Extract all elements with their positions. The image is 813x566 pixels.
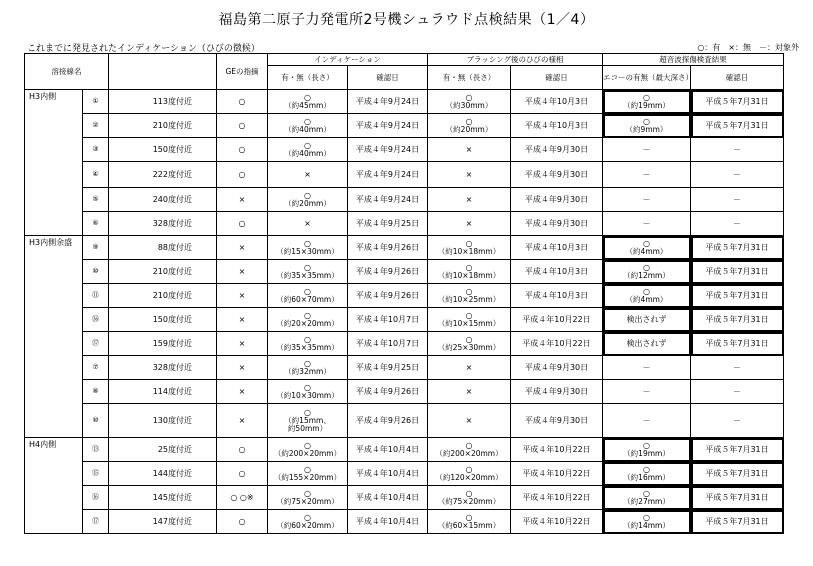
ultrasonic-result-line: ○ bbox=[643, 440, 650, 450]
indication-date: 平成４年10月7日 bbox=[348, 308, 428, 332]
weld-location: 210度付近 bbox=[109, 260, 217, 284]
ultrasonic-date: 平成５年7月31日 bbox=[691, 284, 784, 308]
weld-location: 210度付近 bbox=[109, 114, 217, 138]
table-row bbox=[25, 260, 784, 284]
indication-date: 平成４年9月24日 bbox=[348, 188, 428, 212]
section-name: H4内側 bbox=[25, 438, 83, 534]
brushing-result bbox=[428, 284, 511, 308]
indication-result bbox=[268, 510, 348, 534]
ultrasonic-result-line: ○ bbox=[643, 262, 650, 272]
brushing-result bbox=[428, 380, 511, 404]
brushing-result-line: （約60×15mm） bbox=[437, 520, 501, 530]
ultrasonic-result-line: 検出されず bbox=[626, 338, 667, 348]
weld-location: 150度付近 bbox=[109, 308, 217, 332]
ultrasonic-date: － bbox=[691, 404, 784, 438]
ultrasonic-result-line: ○ bbox=[643, 488, 650, 498]
ultrasonic-result-line: － bbox=[642, 386, 651, 396]
indication-date: 平成４年9月24日 bbox=[348, 162, 428, 188]
ultrasonic-result bbox=[603, 236, 691, 260]
table-row bbox=[25, 308, 784, 332]
brushing-result bbox=[428, 486, 511, 510]
weld-location: 159度付近 bbox=[109, 332, 217, 356]
indication-result-line: （約40mm） bbox=[284, 124, 331, 134]
indication-result bbox=[268, 114, 348, 138]
ultrasonic-result bbox=[603, 284, 691, 308]
section-name: H3内側余盛 bbox=[25, 236, 83, 438]
brushing-result-line: × bbox=[465, 415, 473, 425]
brushing-result-line: × bbox=[465, 218, 473, 228]
indication-result bbox=[268, 260, 348, 284]
ge-finding: ○ bbox=[217, 114, 268, 138]
ultrasonic-result bbox=[603, 510, 691, 534]
ultrasonic-result-line: － bbox=[642, 415, 651, 425]
table-row bbox=[25, 486, 784, 510]
brushing-result-line: ○ bbox=[465, 512, 473, 522]
brushing-result-line: ○ bbox=[465, 334, 473, 344]
ge-finding: ○ bbox=[217, 438, 268, 462]
brushing-result-line: × bbox=[465, 169, 473, 179]
ultrasonic-result bbox=[603, 138, 691, 162]
ge-finding: × bbox=[217, 380, 268, 404]
brushing-result-line: ○ bbox=[465, 116, 473, 126]
ultrasonic-result-line: － bbox=[642, 218, 651, 228]
header-ind-date: 確認日 bbox=[348, 66, 428, 90]
brushing-result-line: ○ bbox=[465, 238, 473, 248]
indication-result-line: ○ bbox=[304, 262, 311, 272]
ultrasonic-result bbox=[603, 356, 691, 380]
brushing-date: 平成４年10月3日 bbox=[511, 90, 603, 114]
brushing-date: 平成４年10月22日 bbox=[511, 308, 603, 332]
indication-date: 平成４年10月4日 bbox=[348, 510, 428, 534]
brushing-result bbox=[428, 308, 511, 332]
ultrasonic-result-line: ○ bbox=[643, 286, 650, 296]
ultrasonic-result-line: － bbox=[642, 169, 651, 179]
indication-result-line: ○ bbox=[304, 238, 311, 248]
indication-result-line: （約32mm） bbox=[284, 366, 331, 376]
indication-date: 平成４年9月24日 bbox=[348, 114, 428, 138]
brushing-result-line: （約30mm） bbox=[445, 100, 493, 110]
inspection-results-table bbox=[24, 53, 784, 534]
indication-result-line: ○ bbox=[304, 440, 311, 450]
table-row bbox=[25, 356, 784, 380]
ultrasonic-result-line: ○ bbox=[643, 512, 650, 522]
weld-number: ⑬ bbox=[83, 438, 109, 462]
brushing-result-line: （約20mm） bbox=[445, 124, 493, 134]
brushing-date: 平成４年10月3日 bbox=[511, 114, 603, 138]
header-ind-presence: 有・無（長さ） bbox=[268, 66, 348, 90]
weld-location: 113度付近 bbox=[109, 90, 217, 114]
weld-number: ⑮ bbox=[83, 462, 109, 486]
brushing-result-line: （約10×18mm） bbox=[437, 246, 501, 256]
brushing-result bbox=[428, 114, 511, 138]
ultrasonic-result bbox=[603, 380, 691, 404]
brushing-date: 平成４年9月30日 bbox=[511, 380, 603, 404]
indication-result bbox=[268, 332, 348, 356]
weld-number: ⑧ bbox=[83, 380, 109, 404]
header-br-presence: 有・無（長さ） bbox=[428, 66, 511, 90]
weld-number: ④ bbox=[83, 162, 109, 188]
brushing-result-line: × bbox=[465, 386, 473, 396]
brushing-result bbox=[428, 462, 511, 486]
indication-result-line: （約15×30mm） bbox=[276, 246, 339, 256]
weld-location: 222度付近 bbox=[109, 162, 217, 188]
ge-finding: ○ bbox=[217, 90, 268, 114]
brushing-result bbox=[428, 138, 511, 162]
brushing-result bbox=[428, 188, 511, 212]
ultrasonic-result bbox=[603, 114, 691, 138]
indication-date: 平成４年9月26日 bbox=[348, 284, 428, 308]
brushing-result bbox=[428, 162, 511, 188]
brushing-result bbox=[428, 510, 511, 534]
ultrasonic-date: － bbox=[691, 138, 784, 162]
table-row bbox=[25, 380, 784, 404]
indication-result-line: （約20×20mm） bbox=[276, 318, 339, 328]
weld-number: ① bbox=[83, 90, 109, 114]
indication-result-line: ○ bbox=[304, 286, 311, 296]
ultrasonic-date: 平成５年7月31日 bbox=[691, 510, 784, 534]
brushing-date: 平成４年10月22日 bbox=[511, 510, 603, 534]
header-ge: GEの指摘 bbox=[217, 54, 268, 90]
brushing-date: 平成４年10月3日 bbox=[511, 284, 603, 308]
ge-finding: × bbox=[217, 284, 268, 308]
indication-result-line: ○ bbox=[304, 116, 311, 126]
weld-number: ㊱ bbox=[83, 308, 109, 332]
ultrasonic-result-line: （約14mm） bbox=[623, 520, 670, 530]
indication-result-line: （約20mm） bbox=[284, 198, 331, 208]
table-row bbox=[25, 462, 784, 486]
table-row bbox=[25, 138, 784, 162]
brushing-result-line: ○ bbox=[465, 310, 473, 320]
brushing-result-line: ○ bbox=[465, 92, 473, 102]
header-location: 溶接線名 bbox=[25, 54, 109, 90]
brushing-result bbox=[428, 260, 511, 284]
ultrasonic-result bbox=[603, 462, 691, 486]
ultrasonic-date: 平成５年7月31日 bbox=[691, 260, 784, 284]
weld-number: ⑤ bbox=[83, 188, 109, 212]
brushing-date: 平成４年9月30日 bbox=[511, 138, 603, 162]
indication-result bbox=[268, 356, 348, 380]
weld-location: 328度付近 bbox=[109, 356, 217, 380]
brushing-result-line: ○ bbox=[465, 262, 473, 272]
weld-number: ③ bbox=[83, 138, 109, 162]
indication-result-line: （約200×20mm） bbox=[273, 448, 342, 458]
brushing-result bbox=[428, 356, 511, 380]
brushing-date: 平成４年10月22日 bbox=[511, 438, 603, 462]
indication-result-line: ○ bbox=[304, 382, 311, 392]
ultrasonic-result bbox=[603, 260, 691, 284]
brushing-date: 平成４年10月22日 bbox=[511, 332, 603, 356]
ultrasonic-result bbox=[603, 162, 691, 188]
indication-result bbox=[268, 138, 348, 162]
table-row bbox=[25, 438, 784, 462]
brushing-date: 平成４年9月30日 bbox=[511, 212, 603, 236]
ultrasonic-result bbox=[603, 486, 691, 510]
ultrasonic-result bbox=[603, 332, 691, 356]
indication-result-line: ○ bbox=[304, 334, 311, 344]
indication-result-line: ○ bbox=[304, 464, 311, 474]
indication-result-line: ○ bbox=[304, 140, 311, 150]
brushing-result bbox=[428, 438, 511, 462]
brushing-result-line: （約25×30mm） bbox=[437, 342, 501, 352]
ge-finding: ○ ○※ bbox=[217, 486, 268, 510]
ultrasonic-result-line: ○ bbox=[643, 116, 650, 126]
ultrasonic-result-line: 検出されず bbox=[626, 314, 667, 324]
ge-finding: ○ bbox=[217, 162, 268, 188]
brushing-date: 平成４年9月30日 bbox=[511, 404, 603, 438]
brushing-result-line: （約200×20mm） bbox=[435, 448, 503, 458]
ultrasonic-result bbox=[603, 90, 691, 114]
header-echo: エコーの有無（最大深さ） bbox=[603, 66, 691, 90]
ultrasonic-date: － bbox=[691, 212, 784, 236]
brushing-result-line: （約75×20mm） bbox=[437, 496, 501, 506]
indication-result bbox=[268, 162, 348, 188]
ultrasonic-date: 平成５年7月31日 bbox=[691, 332, 784, 356]
weld-number: ⑩ bbox=[83, 404, 109, 438]
indication-result-line: ○ bbox=[304, 190, 311, 200]
indication-result-line: （約45mm） bbox=[284, 100, 331, 110]
table-row bbox=[25, 284, 784, 308]
indication-date: 平成４年9月26日 bbox=[348, 380, 428, 404]
indication-result bbox=[268, 188, 348, 212]
brushing-result-line: （約10×15mm） bbox=[437, 318, 501, 328]
indication-result-line: ○ bbox=[304, 358, 311, 368]
brushing-result-line: ○ bbox=[465, 488, 473, 498]
ultrasonic-date: 平成５年7月31日 bbox=[691, 114, 784, 138]
brushing-result bbox=[428, 332, 511, 356]
ultrasonic-result-line: － bbox=[642, 144, 651, 154]
ultrasonic-date: 平成５年7月31日 bbox=[691, 486, 784, 510]
brushing-result-line: ○ bbox=[465, 286, 473, 296]
indication-date: 平成４年9月26日 bbox=[348, 236, 428, 260]
indication-result-line: ○ bbox=[304, 512, 311, 522]
ultrasonic-result bbox=[603, 188, 691, 212]
ultrasonic-result-line: ○ bbox=[643, 238, 650, 248]
ultrasonic-result bbox=[603, 212, 691, 236]
weld-location: 144度付近 bbox=[109, 462, 217, 486]
brushing-result-line: × bbox=[465, 194, 473, 204]
indication-result bbox=[268, 404, 348, 438]
indication-result-line: ○ bbox=[304, 92, 311, 102]
weld-location: 114度付近 bbox=[109, 380, 217, 404]
indication-date: 平成４年9月26日 bbox=[348, 260, 428, 284]
indication-date: 平成４年9月25日 bbox=[348, 212, 428, 236]
weld-location: 210度付近 bbox=[109, 284, 217, 308]
ge-finding: × bbox=[217, 332, 268, 356]
indication-result-line: （約75×20mm） bbox=[276, 496, 339, 506]
table-row bbox=[25, 162, 784, 188]
weld-location: 150度付近 bbox=[109, 138, 217, 162]
ultrasonic-date: 平成５年7月31日 bbox=[691, 90, 784, 114]
header-ultrasonic: 超音波探傷検査結果 bbox=[603, 54, 784, 66]
ultrasonic-result-line: （約19mm） bbox=[623, 448, 670, 458]
brushing-result-line: × bbox=[465, 144, 473, 154]
ultrasonic-date: 平成５年7月31日 bbox=[691, 438, 784, 462]
ultrasonic-date: 平成５年7月31日 bbox=[691, 462, 784, 486]
indication-result-line: ○ bbox=[304, 310, 311, 320]
indication-result-line: ○ bbox=[304, 407, 311, 417]
weld-location: 88度付近 bbox=[109, 236, 217, 260]
brushing-result bbox=[428, 212, 511, 236]
indication-result-line: （約155×20mm） bbox=[273, 472, 342, 482]
table-row bbox=[25, 212, 784, 236]
weld-number: ⑪ bbox=[83, 284, 109, 308]
indication-date: 平成４年10月4日 bbox=[348, 438, 428, 462]
table-row bbox=[25, 90, 784, 114]
table-row bbox=[25, 114, 784, 138]
brushing-result-line: （約10×25mm） bbox=[437, 294, 501, 304]
weld-number: ② bbox=[83, 114, 109, 138]
indication-result-line: （約10×30mm） bbox=[276, 390, 339, 400]
brushing-date: 平成４年9月30日 bbox=[511, 162, 603, 188]
ultrasonic-result-line: （約12mm） bbox=[623, 270, 670, 280]
legend: ○：有 ×：無 －：対象外 bbox=[697, 43, 799, 52]
indication-result bbox=[268, 380, 348, 404]
brushing-date: 平成４年10月22日 bbox=[511, 486, 603, 510]
brushing-date: 平成４年10月3日 bbox=[511, 236, 603, 260]
brushing-result bbox=[428, 236, 511, 260]
ultrasonic-result-line: － bbox=[642, 194, 651, 204]
table-row bbox=[25, 332, 784, 356]
weld-number: ⑨ bbox=[83, 236, 109, 260]
indication-result bbox=[268, 308, 348, 332]
indication-result bbox=[268, 284, 348, 308]
indication-date: 平成４年10月7日 bbox=[348, 332, 428, 356]
ultrasonic-date: － bbox=[691, 188, 784, 212]
ge-finding: × bbox=[217, 308, 268, 332]
ge-finding: × bbox=[217, 236, 268, 260]
ultrasonic-date: 平成５年7月31日 bbox=[691, 308, 784, 332]
indication-date: 平成４年9月24日 bbox=[348, 138, 428, 162]
weld-location: 145度付近 bbox=[109, 486, 217, 510]
weld-location: 240度付近 bbox=[109, 188, 217, 212]
brushing-date: 平成４年9月30日 bbox=[511, 188, 603, 212]
ge-finding: ○ bbox=[217, 138, 268, 162]
brushing-date: 平成４年10月22日 bbox=[511, 462, 603, 486]
indication-result-line: （約60×20mm） bbox=[276, 520, 339, 530]
header-indication: インディケーション bbox=[268, 54, 428, 66]
table-body bbox=[25, 90, 784, 534]
indication-result bbox=[268, 236, 348, 260]
table-row bbox=[25, 510, 784, 534]
indication-result-line: （約40mm） bbox=[284, 148, 331, 158]
ultrasonic-result-line: ○ bbox=[643, 92, 650, 102]
brushing-result-line: （約120×20mm） bbox=[435, 472, 503, 482]
indication-result-line: （約60×70mm） bbox=[276, 294, 339, 304]
weld-number: ⑦ bbox=[83, 356, 109, 380]
weld-location: 147度付近 bbox=[109, 510, 217, 534]
indication-result bbox=[268, 90, 348, 114]
page-title: 福島第二原子力発電所2号機シュラウド点検結果（1／4） bbox=[218, 12, 595, 28]
weld-number: ⑰ bbox=[83, 510, 109, 534]
weld-location: 130度付近 bbox=[109, 404, 217, 438]
ge-finding: ○ bbox=[217, 212, 268, 236]
ultrasonic-result-line: （約9mm） bbox=[625, 124, 668, 134]
weld-number: ㊲ bbox=[83, 332, 109, 356]
ultrasonic-result bbox=[603, 438, 691, 462]
ultrasonic-result-line: （約27mm） bbox=[623, 496, 670, 506]
ultrasonic-result bbox=[603, 404, 691, 438]
ultrasonic-result-line: （約4mm） bbox=[625, 246, 668, 256]
brushing-result-line: （約10×18mm） bbox=[437, 270, 501, 280]
brushing-date: 平成４年10月3日 bbox=[511, 260, 603, 284]
indication-date: 平成４年10月4日 bbox=[348, 462, 428, 486]
indication-result bbox=[268, 462, 348, 486]
brushing-result-line: × bbox=[465, 362, 473, 372]
ge-finding: × bbox=[217, 188, 268, 212]
brushing-result bbox=[428, 404, 511, 438]
ultrasonic-date: － bbox=[691, 162, 784, 188]
ultrasonic-date: － bbox=[691, 380, 784, 404]
ge-finding: ○ bbox=[217, 462, 268, 486]
indication-result bbox=[268, 438, 348, 462]
indication-result-line: （約35×35mm） bbox=[276, 270, 339, 280]
weld-number: ⑩ bbox=[83, 260, 109, 284]
ultrasonic-result bbox=[603, 308, 691, 332]
header-brushing: ブラッシング後のひびの様相 bbox=[428, 54, 603, 66]
brushing-result-line: ○ bbox=[465, 464, 473, 474]
indication-result bbox=[268, 212, 348, 236]
weld-location: 25度付近 bbox=[109, 438, 217, 462]
brushing-result bbox=[428, 90, 511, 114]
indication-date: 平成４年9月24日 bbox=[348, 90, 428, 114]
ultrasonic-result-line: ○ bbox=[643, 464, 650, 474]
table-row bbox=[25, 236, 784, 260]
indication-date: 平成４年9月25日 bbox=[348, 356, 428, 380]
brushing-date: 平成４年9月30日 bbox=[511, 356, 603, 380]
ultrasonic-result-line: （約4mm） bbox=[625, 294, 668, 304]
indication-result-line: ○ bbox=[304, 488, 311, 498]
table-subtitle: これまでに発見されたインディケーション（ひびの徴候） bbox=[27, 44, 260, 54]
table-row bbox=[25, 188, 784, 212]
header-br-date: 確認日 bbox=[511, 66, 603, 90]
ultrasonic-result-line: （約19mm） bbox=[623, 100, 670, 110]
ultrasonic-result-line: （約16mm） bbox=[623, 472, 670, 482]
indication-result-line: × bbox=[304, 169, 311, 179]
section-name: H3内側 bbox=[25, 90, 83, 236]
indication-result-line: 約50mm） bbox=[287, 423, 328, 433]
weld-number: ⑯ bbox=[83, 486, 109, 510]
ge-finding: × bbox=[217, 404, 268, 438]
header-echo-date: 確認日 bbox=[691, 66, 784, 90]
indication-date: 平成４年9月26日 bbox=[348, 404, 428, 438]
indication-result-line: （約15mm、 bbox=[284, 415, 331, 425]
weld-number: ⑥ bbox=[83, 212, 109, 236]
ultrasonic-date: － bbox=[691, 356, 784, 380]
weld-location: 328度付近 bbox=[109, 212, 217, 236]
ultrasonic-result-line: － bbox=[642, 362, 651, 372]
indication-result bbox=[268, 486, 348, 510]
table-row bbox=[25, 404, 784, 438]
brushing-result-line: ○ bbox=[465, 440, 473, 450]
ge-finding: ○ bbox=[217, 510, 268, 534]
indication-date: 平成４年10月4日 bbox=[348, 486, 428, 510]
ge-finding: × bbox=[217, 356, 268, 380]
indication-result-line: （約35×35mm） bbox=[276, 342, 339, 352]
indication-result-line: × bbox=[304, 218, 311, 228]
ultrasonic-date: 平成５年7月31日 bbox=[691, 236, 784, 260]
ge-finding: × bbox=[217, 260, 268, 284]
